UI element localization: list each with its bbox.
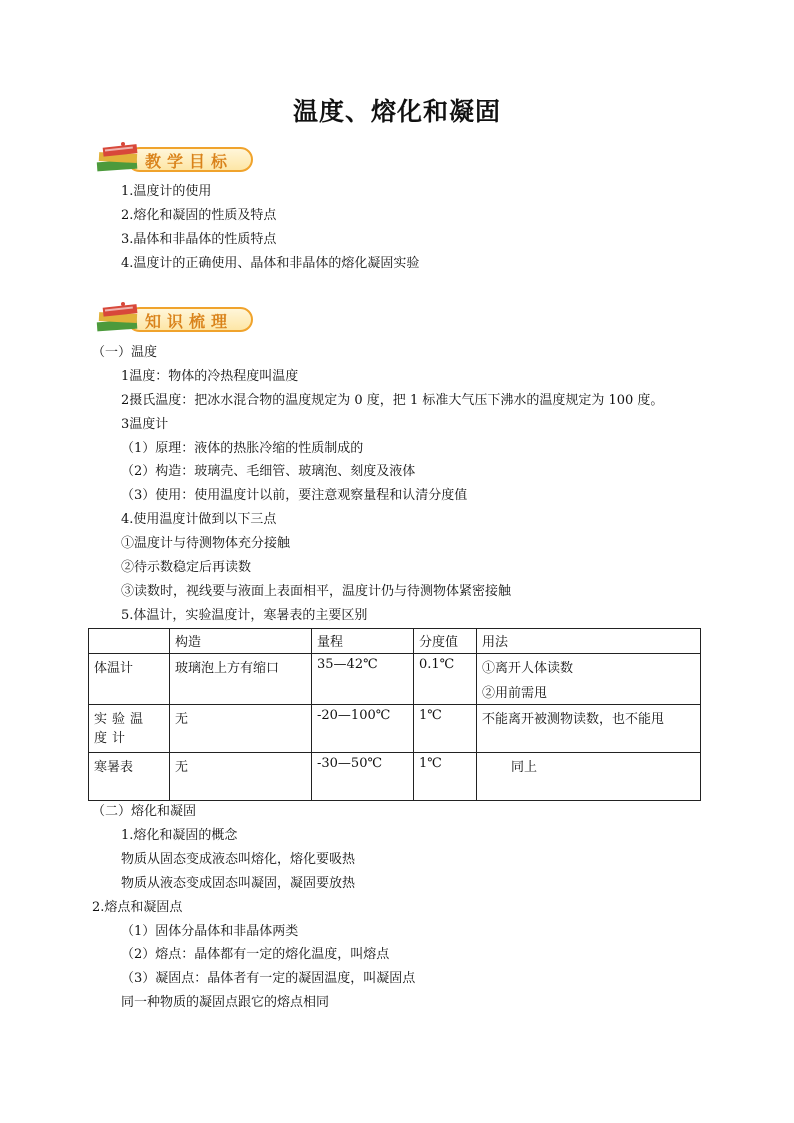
text-line: 1温度：物体的冷热程度叫温度 xyxy=(121,369,299,384)
section-heading: （二）熔化和凝固 xyxy=(92,804,197,819)
table-cell: 不能离开被测物读数，也不能甩 xyxy=(477,705,701,753)
text-line: ②待示数稳定后再读数 xyxy=(121,560,252,575)
text-line: （1）固体分晶体和非晶体两类 xyxy=(121,924,299,939)
usage-line: ①离开人体读数 xyxy=(482,661,574,676)
banner-label: 知识梳理 xyxy=(145,312,234,331)
table-header-cell: 构造 xyxy=(170,629,312,654)
objective-item: 1.温度计的使用 xyxy=(121,184,212,199)
text-line: 2摄氏温度：把冰水混合物的温度规定为 0 度，把 1 标准大气压下沸水的温度规定为 100 度。 xyxy=(121,393,664,408)
usage-line: ②用前需甩 xyxy=(482,686,548,701)
table-row xyxy=(89,654,701,705)
table-row xyxy=(89,753,701,801)
objective-item: 2.熔化和凝固的性质及特点 xyxy=(121,208,277,223)
table-cell: 1℃ xyxy=(414,705,477,753)
table-cell: 无 xyxy=(170,753,312,801)
text-line: 4.使用温度计做到以下三点 xyxy=(121,512,277,527)
text-line: （2）熔点：晶体都有一定的熔化温度，叫熔点 xyxy=(121,947,390,962)
section-banner-objectives xyxy=(95,141,260,177)
table-header-cell: 用法 xyxy=(477,629,701,654)
table-cell: 35—42℃ xyxy=(312,654,414,705)
table-cell: 无 xyxy=(170,705,312,753)
text-line: （1）原理：液体的热胀冷缩的性质制成的 xyxy=(121,441,364,456)
section-heading: （一）温度 xyxy=(92,345,158,360)
table-header-row xyxy=(89,629,701,654)
section-banner-knowledge xyxy=(95,301,260,337)
text-line: 5.体温计，实验温度计，寒暑表的主要区别 xyxy=(121,608,368,623)
table-cell: 同上 xyxy=(477,753,701,801)
table-cell: 寒暑表 xyxy=(89,753,170,801)
objective-item: 4.温度计的正确使用、晶体和非晶体的熔化凝固实验 xyxy=(121,256,420,271)
text-line: （3）凝固点：晶体者有一定的凝固温度，叫凝固点 xyxy=(121,971,416,986)
text-line: 1.熔化和凝固的概念 xyxy=(121,828,238,843)
text-line: ①温度计与待测物体充分接触 xyxy=(121,536,291,551)
table-cell: 玻璃泡上方有缩口 xyxy=(170,654,312,705)
table-header-cell xyxy=(89,629,170,654)
table-cell: 1℃ xyxy=(414,753,477,801)
table-header-cell: 量程 xyxy=(312,629,414,654)
table-row xyxy=(89,705,701,753)
text-line: （3）使用：使用温度计以前，要注意观察量程和认清分度值 xyxy=(121,488,468,503)
table-cell: 体温计 xyxy=(89,654,170,705)
table-header-cell: 分度值 xyxy=(414,629,477,654)
table-cell: -20—100℃ xyxy=(312,705,414,753)
table-cell: 实验温度计 xyxy=(89,705,170,753)
text-line: 同一种物质的凝固点跟它的熔点相同 xyxy=(121,995,330,1010)
table-cell: -30—50℃ xyxy=(312,753,414,801)
table-cell: 0.1℃ xyxy=(414,654,477,705)
objective-item: 3.晶体和非晶体的性质特点 xyxy=(121,232,277,247)
table-cell xyxy=(477,654,701,705)
banner-label: 教学目标 xyxy=(145,152,234,171)
page-title: 温度、熔化和凝固 xyxy=(292,97,501,126)
text-line: 物质从液态变成固态叫凝固，凝固要放热 xyxy=(121,876,356,891)
text-line: ③读数时，视线要与液面上表面相平，温度计仍与待测物体紧密接触 xyxy=(121,584,512,599)
thermometer-comparison-table xyxy=(88,628,701,801)
text-line: 2.熔点和凝固点 xyxy=(92,900,183,915)
text-line: （2）构造：玻璃壳、毛细管、玻璃泡、刻度及液体 xyxy=(121,464,416,479)
text-line: 物质从固态变成液态叫熔化，熔化要吸热 xyxy=(121,852,356,867)
text-line: 3温度计 xyxy=(121,417,169,432)
